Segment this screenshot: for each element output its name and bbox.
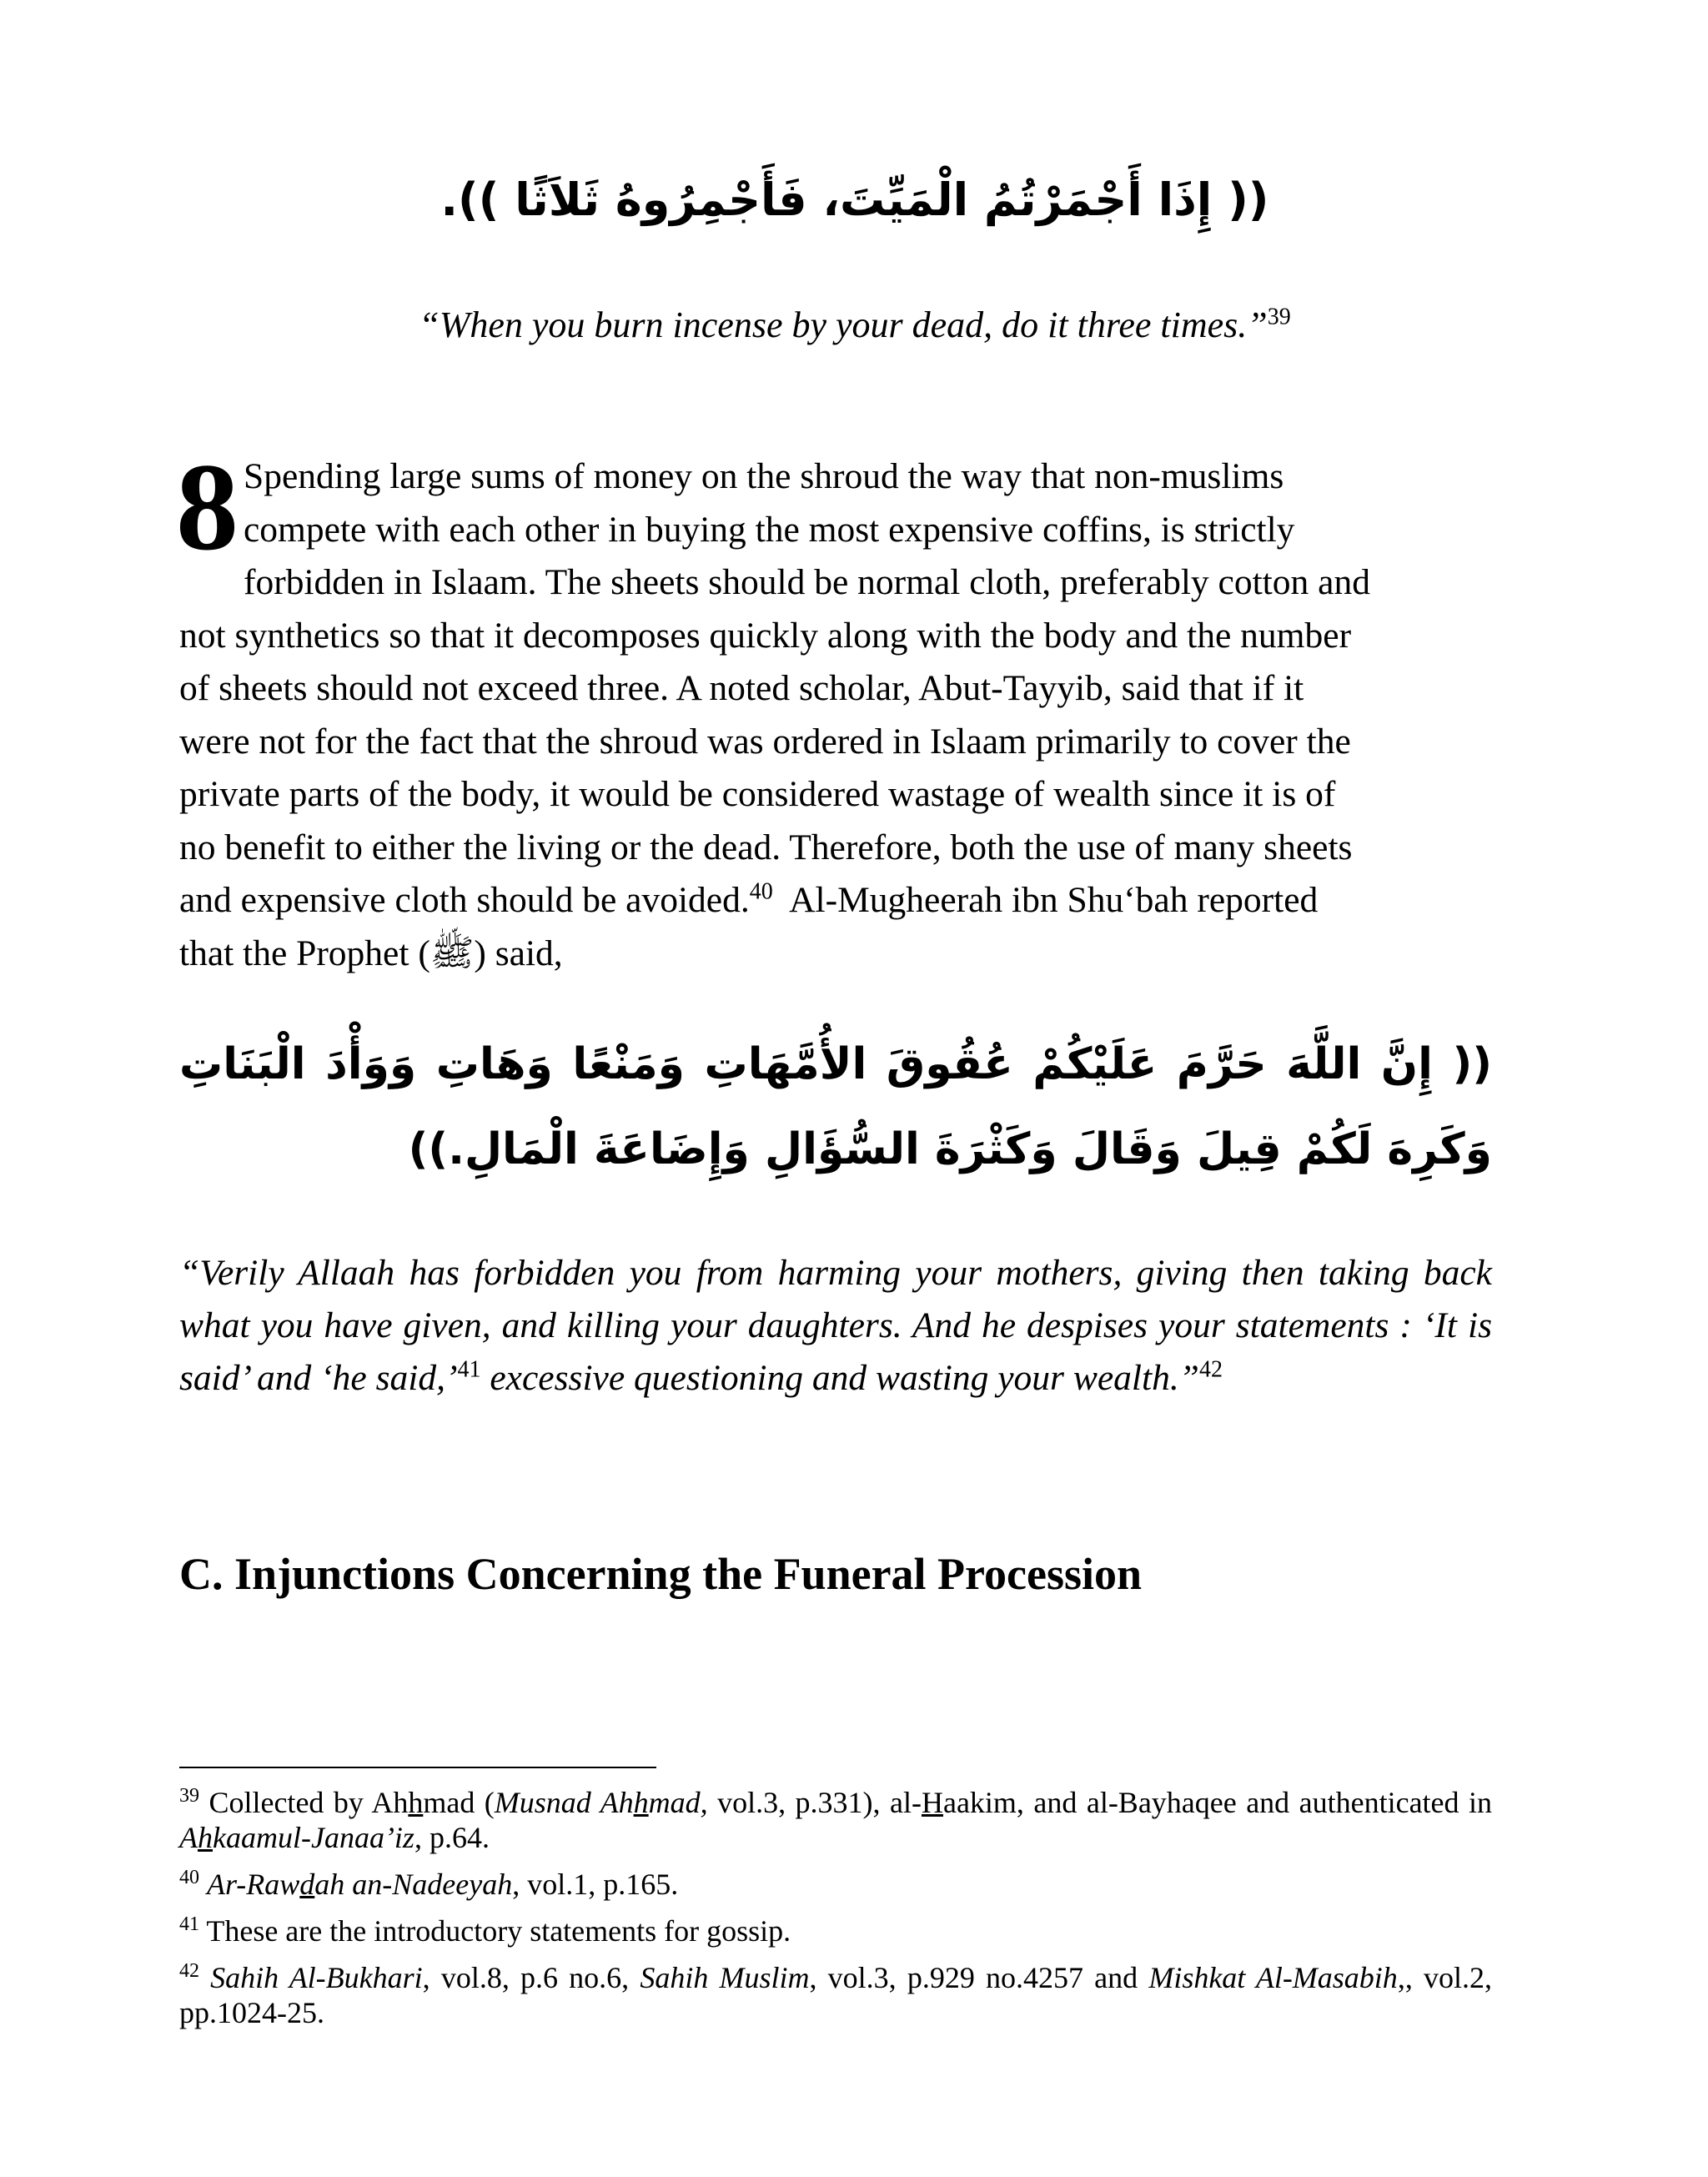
footnote-source-title: Sahih Al-Bukhari bbox=[210, 1961, 423, 1994]
footnote-39 bbox=[179, 1785, 1500, 1855]
footnote-ref-40: 40 bbox=[749, 878, 773, 905]
footnote-ref-42: 42 bbox=[1198, 1356, 1223, 1383]
translation-incense-text: “When you burn incense by your dead, do it three times.” bbox=[419, 304, 1268, 345]
footnote-text: aakim, and al-Bayhaqee and authenticated in bbox=[942, 1786, 1500, 1819]
footnote-number: 42 bbox=[179, 1960, 199, 1982]
footnote-40 bbox=[179, 1867, 1492, 1902]
footnote-number: 39 bbox=[179, 1785, 199, 1807]
footnote-text: mad ( bbox=[423, 1786, 495, 1819]
paragraph-line: of sheets should not exceed three. A noted scholar, Abut-Tayyib, said that if it bbox=[179, 668, 1304, 708]
paragraph-shroud bbox=[176, 438, 1492, 980]
footnote-source-title: Ar-Raw bbox=[207, 1868, 300, 1901]
footnote-source-title: kaamul-Janaa’iz bbox=[213, 1821, 414, 1854]
translation-forbidden bbox=[179, 1247, 1492, 1405]
paragraph-line: Spending large sums of money on the shroud the way that non-muslims bbox=[244, 456, 1284, 496]
footnote-ref-41: 41 bbox=[457, 1356, 481, 1383]
footnote-text: , vol.1, p.165. bbox=[512, 1868, 679, 1901]
footnote-text: vol.3, p.331), al- bbox=[707, 1786, 922, 1819]
footnote-source-title: Musnad Ah bbox=[494, 1786, 634, 1819]
footnote-source-title: h bbox=[198, 1821, 213, 1854]
paragraph-line-with-ref bbox=[179, 874, 1492, 928]
footnote-text: ,, vol.2, pp.1024-25. bbox=[179, 1961, 1492, 2029]
translation-forbidden-text-cont: excessive questioning and wasting your wealth.” bbox=[480, 1358, 1199, 1398]
footnote-text: H bbox=[921, 1786, 943, 1819]
paragraph-line-tail: Al-Mugheerah ibn Shu‘bah reported bbox=[772, 880, 1319, 920]
footnote-text: These are the introductory statements for gossip. bbox=[199, 1914, 791, 1948]
footnote-divider bbox=[179, 1767, 656, 1768]
drop-cap-number: 8 bbox=[176, 438, 239, 576]
section-heading: C. Injunctions Concerning the Funeral Procession bbox=[179, 1549, 1143, 1599]
footnote-text: , vol.8, p.6 no.6, bbox=[422, 1961, 640, 1994]
footnote-ref-39: 39 bbox=[1267, 304, 1291, 330]
footnote-source-title: mad, bbox=[648, 1786, 708, 1819]
footnote-source-title: Mishkat Al-Masabih bbox=[1148, 1961, 1398, 1994]
footnote-source-title: h bbox=[633, 1786, 649, 1819]
footnote-text: Collected by Ah bbox=[199, 1786, 409, 1819]
translation-incense bbox=[179, 300, 1530, 350]
paragraph-line: were not for the fact that the shroud was ordered in Islaam primarily to cover the bbox=[179, 721, 1351, 762]
paragraph-line: private parts of the body, it would be considered wastage of wealth since it is of bbox=[179, 774, 1336, 814]
footnote-42 bbox=[179, 1960, 1492, 2030]
paragraph-line: that the Prophet (ﷺ) said, bbox=[179, 933, 563, 973]
footnotes bbox=[179, 1785, 1500, 2042]
paragraph-line: compete with each other in buying the most expensive coffins, is strictly bbox=[244, 509, 1295, 550]
footnote-source-title: Sahih Muslim bbox=[640, 1961, 810, 1994]
paragraph-line: forbidden in Islaam. The sheets should be normal cloth, preferably cotton and bbox=[244, 562, 1370, 602]
footnote-source-title: ah an-Nadeeyah bbox=[314, 1868, 513, 1901]
arabic-hadith-forbidden: (( إِنَّ اللَّهَ حَرَّمَ عَلَيْكُمْ عُقُوقَ الأُمَّهَاتِ وَمَنْعًا وَهَاتِ وَوَأْدَ الْبَنَاتِ وَكَرِهَ لَكُمْ قِيلَ وَقَالَ وَكَثْرَةَ السُّؤَالِ وَإِضَاعَةَ الْمَالِ.)) bbox=[179, 1039, 1492, 1174]
footnote-source-title: A bbox=[179, 1821, 198, 1854]
footnote-text: , vol.3, p.929 no.4257 and bbox=[809, 1961, 1149, 1994]
footnote-text: h bbox=[408, 1786, 424, 1819]
footnote-text: , p.64. bbox=[414, 1821, 490, 1854]
paragraph-line-text: and expensive cloth should be avoided. bbox=[179, 880, 750, 920]
footnote-source-title: d bbox=[299, 1868, 315, 1901]
paragraph-line: no benefit to either the living or the dead. Therefore, both the use of many sheets bbox=[179, 827, 1353, 867]
translation-forbidden-text: “Verily Allaah has forbidden you from harming your mothers, giving then taking back what you have given, and killing your daughters. And he despises your statements : ‘It is said’ and ‘he said,’ bbox=[179, 1253, 1492, 1398]
footnote-number: 40 bbox=[179, 1867, 199, 1888]
arabic-hadith-incense: (( إِذَا أَجْمَرْتُمُ الْمَيِّتَ، فَأَجْمِرُوهُ ثَلاَثًا )). bbox=[440, 173, 1269, 226]
footnote-number: 41 bbox=[179, 1913, 199, 1935]
paragraph-line: not synthetics so that it decomposes quickly along with the body and the number bbox=[179, 615, 1352, 656]
footnote-41 bbox=[179, 1913, 1492, 1948]
